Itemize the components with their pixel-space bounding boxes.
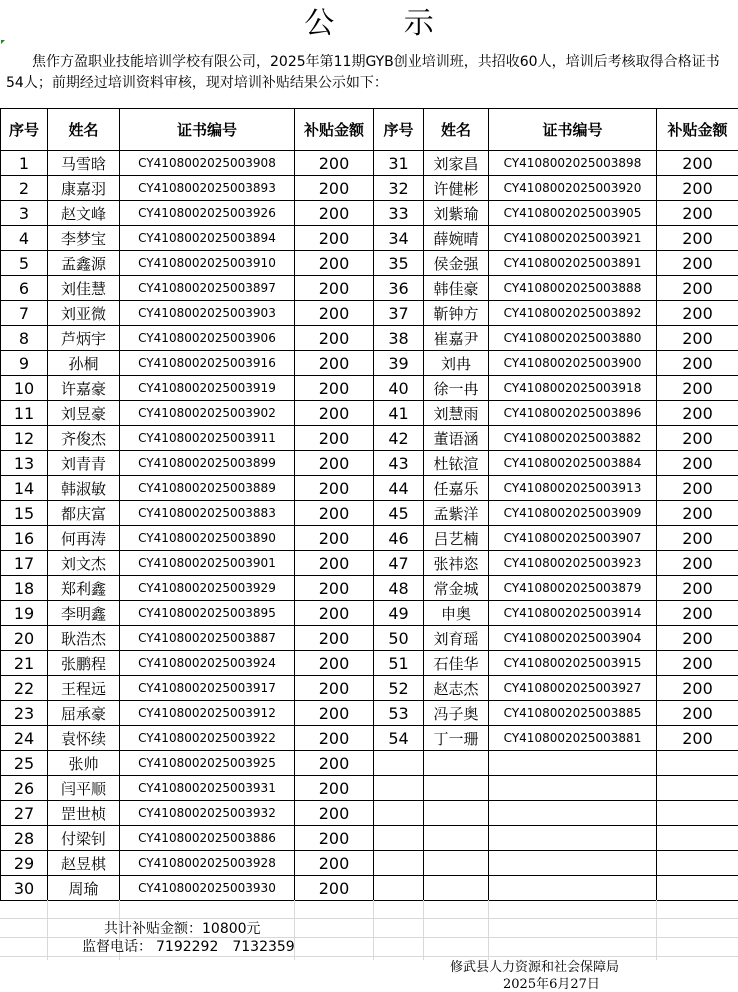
- left-name-cell: 刘文杰: [48, 551, 120, 576]
- left-cert-cell: CY4108002025003929: [120, 576, 295, 601]
- right-name-cell: 吕艺楠: [424, 526, 489, 551]
- left-amount-cell: 200: [295, 376, 374, 401]
- left-name-cell: 许嘉豪: [48, 376, 120, 401]
- table-row: [1, 876, 738, 901]
- table-row: [1, 451, 738, 476]
- left-no-cell: 24: [1, 726, 48, 751]
- right-no-cell: 43: [374, 451, 424, 476]
- left-name-cell: 李梦宝: [48, 226, 120, 251]
- right-amount-cell: [657, 826, 738, 851]
- right-cert-cell: CY4108002025003907: [489, 526, 657, 551]
- left-name-cell: 齐俊杰: [48, 426, 120, 451]
- right-amount-cell: [657, 751, 738, 776]
- right-amount-cell: [657, 851, 738, 876]
- left-cert-cell: CY4108002025003887: [120, 626, 295, 651]
- right-cert-cell: CY4108002025003881: [489, 726, 657, 751]
- right-amount-cell: 200: [657, 501, 738, 526]
- left-no-cell: 11: [1, 401, 48, 426]
- table-row: [1, 751, 738, 776]
- right-cert-cell: CY4108002025003921: [489, 226, 657, 251]
- right-amount-cell: 200: [657, 226, 738, 251]
- table-row: [1, 701, 738, 726]
- left-cert-cell: CY4108002025003895: [120, 601, 295, 626]
- right-no-cell: 35: [374, 251, 424, 276]
- table-row: [1, 801, 738, 826]
- left-no-cell: 8: [1, 326, 48, 351]
- intro-paragraph: 焦作方盈职业技能培训学校有限公司，2025年第11期GYB创业培训班，共招收60人，培训后考核取得合格证书54人；前期经过培训资料审核，现对培训补贴结果公示如下：: [6, 52, 736, 94]
- right-no-cell: 53: [374, 701, 424, 726]
- table-row: [1, 351, 738, 376]
- left-no-cell: 23: [1, 701, 48, 726]
- right-no-cell: [374, 876, 424, 901]
- right-cert-cell: [489, 776, 657, 801]
- right-cert-cell: CY4108002025003892: [489, 301, 657, 326]
- left-cert-cell: CY4108002025003899: [120, 451, 295, 476]
- left-name-cell: 刘青青: [48, 451, 120, 476]
- right-no-cell: [374, 776, 424, 801]
- left-name-cell: 孙桐: [48, 351, 120, 376]
- left-cert-cell: CY4108002025003930: [120, 876, 295, 901]
- right-amount-cell: 200: [657, 326, 738, 351]
- left-cert-cell: CY4108002025003911: [120, 426, 295, 451]
- header-cert-left: 证书编号: [120, 109, 295, 151]
- right-amount-cell: 200: [657, 576, 738, 601]
- left-no-cell: 7: [1, 301, 48, 326]
- left-no-cell: 15: [1, 501, 48, 526]
- left-no-cell: 6: [1, 276, 48, 301]
- right-name-cell: [424, 801, 489, 826]
- right-amount-cell: [657, 801, 738, 826]
- table-row: [1, 651, 738, 676]
- right-amount-cell: 200: [657, 276, 738, 301]
- phone-number-1: 7192292: [156, 939, 218, 955]
- left-amount-cell: 200: [295, 401, 374, 426]
- left-cert-cell: CY4108002025003922: [120, 726, 295, 751]
- left-no-cell: 30: [1, 876, 48, 901]
- left-no-cell: 5: [1, 251, 48, 276]
- right-cert-cell: CY4108002025003885: [489, 701, 657, 726]
- right-no-cell: [374, 751, 424, 776]
- left-no-cell: 13: [1, 451, 48, 476]
- table-row: [1, 276, 738, 301]
- right-amount-cell: 200: [657, 676, 738, 701]
- table-row: [1, 426, 738, 451]
- right-name-cell: 申奥: [424, 601, 489, 626]
- page-title: 公 示: [0, 4, 738, 44]
- left-name-cell: 都庆富: [48, 501, 120, 526]
- table-row: [1, 401, 738, 426]
- right-cert-cell: CY4108002025003898: [489, 151, 657, 176]
- table-row: [1, 526, 738, 551]
- left-amount-cell: 200: [295, 526, 374, 551]
- right-name-cell: 赵志杰: [424, 676, 489, 701]
- header-no-left: 序号: [1, 109, 48, 151]
- right-cert-cell: CY4108002025003888: [489, 276, 657, 301]
- left-no-cell: 14: [1, 476, 48, 501]
- right-name-cell: 徐一冉: [424, 376, 489, 401]
- left-name-cell: 刘昱豪: [48, 401, 120, 426]
- left-cert-cell: CY4108002025003908: [120, 151, 295, 176]
- left-amount-cell: 200: [295, 801, 374, 826]
- header-amount-right: 补贴金额: [657, 109, 738, 151]
- table-row: [1, 151, 738, 176]
- left-name-cell: 康嘉羽: [48, 176, 120, 201]
- table-row: [1, 576, 738, 601]
- right-no-cell: 54: [374, 726, 424, 751]
- left-amount-cell: 200: [295, 776, 374, 801]
- left-amount-cell: 200: [295, 626, 374, 651]
- left-amount-cell: 200: [295, 351, 374, 376]
- table-row: [1, 201, 738, 226]
- left-cert-cell: CY4108002025003886: [120, 826, 295, 851]
- right-name-cell: 张祎恣: [424, 551, 489, 576]
- total-amount: 共计补贴金额：10800元: [104, 918, 261, 938]
- right-cert-cell: CY4108002025003909: [489, 501, 657, 526]
- left-cert-cell: CY4108002025003897: [120, 276, 295, 301]
- subsidy-table: [0, 108, 738, 901]
- left-amount-cell: 200: [295, 301, 374, 326]
- left-amount-cell: 200: [295, 701, 374, 726]
- right-name-cell: 冯子奥: [424, 701, 489, 726]
- table-body: [1, 151, 738, 901]
- right-amount-cell: 200: [657, 651, 738, 676]
- right-name-cell: 杜铱渲: [424, 451, 489, 476]
- right-name-cell: [424, 751, 489, 776]
- left-name-cell: 张帅: [48, 751, 120, 776]
- left-cert-cell: CY4108002025003902: [120, 401, 295, 426]
- left-cert-cell: CY4108002025003912: [120, 701, 295, 726]
- right-name-cell: 丁一珊: [424, 726, 489, 751]
- right-no-cell: 46: [374, 526, 424, 551]
- right-amount-cell: 200: [657, 176, 738, 201]
- table-row: [1, 676, 738, 701]
- left-no-cell: 12: [1, 426, 48, 451]
- right-cert-cell: CY4108002025003913: [489, 476, 657, 501]
- left-no-cell: 10: [1, 376, 48, 401]
- right-amount-cell: 200: [657, 251, 738, 276]
- right-name-cell: 常金城: [424, 576, 489, 601]
- left-name-cell: 刘亚微: [48, 301, 120, 326]
- right-cert-cell: [489, 801, 657, 826]
- left-cert-cell: CY4108002025003910: [120, 251, 295, 276]
- left-amount-cell: 200: [295, 726, 374, 751]
- left-amount-cell: 200: [295, 501, 374, 526]
- left-no-cell: 1: [1, 151, 48, 176]
- right-name-cell: 侯金强: [424, 251, 489, 276]
- right-cert-cell: CY4108002025003914: [489, 601, 657, 626]
- left-no-cell: 20: [1, 626, 48, 651]
- left-amount-cell: 200: [295, 476, 374, 501]
- right-name-cell: 刘育瑶: [424, 626, 489, 651]
- right-no-cell: [374, 801, 424, 826]
- header-name-right: 姓名: [424, 109, 489, 151]
- right-amount-cell: 200: [657, 726, 738, 751]
- left-cert-cell: CY4108002025003917: [120, 676, 295, 701]
- right-no-cell: 38: [374, 326, 424, 351]
- right-no-cell: 32: [374, 176, 424, 201]
- right-cert-cell: CY4108002025003900: [489, 351, 657, 376]
- left-name-cell: 张鹏程: [48, 651, 120, 676]
- left-name-cell: 耿浩杰: [48, 626, 120, 651]
- right-no-cell: 49: [374, 601, 424, 626]
- table-row: [1, 601, 738, 626]
- table-row: [1, 326, 738, 351]
- header-no-right: 序号: [374, 109, 424, 151]
- right-cert-cell: CY4108002025003896: [489, 401, 657, 426]
- right-cert-cell: CY4108002025003882: [489, 426, 657, 451]
- left-cert-cell: CY4108002025003919: [120, 376, 295, 401]
- left-amount-cell: 200: [295, 751, 374, 776]
- left-amount-cell: 200: [295, 226, 374, 251]
- table-row: [1, 176, 738, 201]
- right-name-cell: 石佳华: [424, 651, 489, 676]
- right-cert-cell: [489, 876, 657, 901]
- left-no-cell: 22: [1, 676, 48, 701]
- issuing-organization: 修武县人力资源和社会保障局: [450, 956, 619, 975]
- table-row: [1, 826, 738, 851]
- right-amount-cell: 200: [657, 701, 738, 726]
- right-cert-cell: [489, 751, 657, 776]
- left-name-cell: 马雪晗: [48, 151, 120, 176]
- right-name-cell: 孟紫洋: [424, 501, 489, 526]
- left-cert-cell: CY4108002025003924: [120, 651, 295, 676]
- left-cert-cell: CY4108002025003894: [120, 226, 295, 251]
- phone-number-2: 7132359: [232, 939, 294, 955]
- right-amount-cell: 200: [657, 301, 738, 326]
- left-no-cell: 29: [1, 851, 48, 876]
- right-amount-cell: 200: [657, 601, 738, 626]
- left-no-cell: 16: [1, 526, 48, 551]
- supervision-phone: [82, 936, 309, 956]
- left-name-cell: 罡世桢: [48, 801, 120, 826]
- right-no-cell: 44: [374, 476, 424, 501]
- right-amount-cell: 200: [657, 426, 738, 451]
- right-no-cell: 36: [374, 276, 424, 301]
- right-amount-cell: 200: [657, 401, 738, 426]
- table-row: [1, 501, 738, 526]
- right-cert-cell: CY4108002025003904: [489, 626, 657, 651]
- left-name-cell: 何再涛: [48, 526, 120, 551]
- right-amount-cell: 200: [657, 151, 738, 176]
- right-name-cell: 许健彬: [424, 176, 489, 201]
- left-amount-cell: 200: [295, 176, 374, 201]
- left-no-cell: 27: [1, 801, 48, 826]
- right-no-cell: [374, 851, 424, 876]
- left-no-cell: 19: [1, 601, 48, 626]
- right-no-cell: 42: [374, 426, 424, 451]
- right-amount-cell: 200: [657, 451, 738, 476]
- left-name-cell: 孟鑫源: [48, 251, 120, 276]
- left-amount-cell: 200: [295, 151, 374, 176]
- left-no-cell: 9: [1, 351, 48, 376]
- left-amount-cell: 200: [295, 676, 374, 701]
- left-name-cell: 芦炳宇: [48, 326, 120, 351]
- left-cert-cell: CY4108002025003883: [120, 501, 295, 526]
- right-no-cell: 47: [374, 551, 424, 576]
- right-no-cell: 52: [374, 676, 424, 701]
- left-name-cell: 屈承豪: [48, 701, 120, 726]
- left-amount-cell: 200: [295, 551, 374, 576]
- right-cert-cell: CY4108002025003923: [489, 551, 657, 576]
- table-row: [1, 301, 738, 326]
- right-amount-cell: 200: [657, 376, 738, 401]
- left-amount-cell: 200: [295, 276, 374, 301]
- right-amount-cell: 200: [657, 201, 738, 226]
- table-row: [1, 476, 738, 501]
- left-name-cell: 王程远: [48, 676, 120, 701]
- right-cert-cell: CY4108002025003915: [489, 651, 657, 676]
- right-no-cell: 39: [374, 351, 424, 376]
- right-name-cell: 董语涵: [424, 426, 489, 451]
- right-name-cell: 刘慧雨: [424, 401, 489, 426]
- issue-date: 2025年6月27日: [503, 973, 600, 992]
- left-cert-cell: CY4108002025003889: [120, 476, 295, 501]
- right-no-cell: [374, 826, 424, 851]
- left-cert-cell: CY4108002025003925: [120, 751, 295, 776]
- left-cert-cell: CY4108002025003893: [120, 176, 295, 201]
- phone-label: 监督电话：: [82, 939, 152, 955]
- right-cert-cell: CY4108002025003927: [489, 676, 657, 701]
- left-name-cell: 赵昱棋: [48, 851, 120, 876]
- left-name-cell: 韩淑敏: [48, 476, 120, 501]
- right-name-cell: 刘冉: [424, 351, 489, 376]
- header-name-left: 姓名: [48, 109, 120, 151]
- left-no-cell: 17: [1, 551, 48, 576]
- right-cert-cell: CY4108002025003905: [489, 201, 657, 226]
- left-no-cell: 28: [1, 826, 48, 851]
- right-cert-cell: [489, 851, 657, 876]
- left-no-cell: 2: [1, 176, 48, 201]
- left-name-cell: 周瑜: [48, 876, 120, 901]
- left-no-cell: 21: [1, 651, 48, 676]
- table-row: [1, 851, 738, 876]
- left-no-cell: 3: [1, 201, 48, 226]
- right-amount-cell: 200: [657, 526, 738, 551]
- left-cert-cell: CY4108002025003916: [120, 351, 295, 376]
- left-no-cell: 18: [1, 576, 48, 601]
- left-cert-cell: CY4108002025003932: [120, 801, 295, 826]
- left-cert-cell: CY4108002025003928: [120, 851, 295, 876]
- right-no-cell: 48: [374, 576, 424, 601]
- left-name-cell: 郑利鑫: [48, 576, 120, 601]
- right-amount-cell: 200: [657, 476, 738, 501]
- table-row: [1, 776, 738, 801]
- left-cert-cell: CY4108002025003926: [120, 201, 295, 226]
- left-cert-cell: CY4108002025003931: [120, 776, 295, 801]
- right-name-cell: 任嘉乐: [424, 476, 489, 501]
- left-name-cell: 李明鑫: [48, 601, 120, 626]
- table-row: [1, 251, 738, 276]
- right-cert-cell: CY4108002025003918: [489, 376, 657, 401]
- left-no-cell: 4: [1, 226, 48, 251]
- right-cert-cell: CY4108002025003879: [489, 576, 657, 601]
- right-name-cell: [424, 876, 489, 901]
- right-no-cell: 41: [374, 401, 424, 426]
- left-name-cell: 闫平顺: [48, 776, 120, 801]
- left-amount-cell: 200: [295, 201, 374, 226]
- left-cert-cell: CY4108002025003890: [120, 526, 295, 551]
- right-amount-cell: 200: [657, 551, 738, 576]
- right-cert-cell: CY4108002025003920: [489, 176, 657, 201]
- left-amount-cell: 200: [295, 876, 374, 901]
- right-name-cell: 薛婉晴: [424, 226, 489, 251]
- right-name-cell: [424, 826, 489, 851]
- left-cert-cell: CY4108002025003906: [120, 326, 295, 351]
- right-no-cell: 45: [374, 501, 424, 526]
- right-name-cell: [424, 776, 489, 801]
- header-amount-left: 补贴金额: [295, 109, 374, 151]
- right-no-cell: 33: [374, 201, 424, 226]
- left-amount-cell: 200: [295, 451, 374, 476]
- right-name-cell: 崔嘉尹: [424, 326, 489, 351]
- left-name-cell: 付梁钊: [48, 826, 120, 851]
- left-amount-cell: 200: [295, 851, 374, 876]
- right-name-cell: 靳钟方: [424, 301, 489, 326]
- right-no-cell: 31: [374, 151, 424, 176]
- left-no-cell: 26: [1, 776, 48, 801]
- left-amount-cell: 200: [295, 326, 374, 351]
- table-row: [1, 626, 738, 651]
- left-no-cell: 25: [1, 751, 48, 776]
- left-amount-cell: 200: [295, 426, 374, 451]
- right-name-cell: 刘家昌: [424, 151, 489, 176]
- header-cert-right: 证书编号: [489, 109, 657, 151]
- left-amount-cell: 200: [295, 651, 374, 676]
- left-name-cell: 刘佳慧: [48, 276, 120, 301]
- right-no-cell: 37: [374, 301, 424, 326]
- table-row: [1, 376, 738, 401]
- left-amount-cell: 200: [295, 601, 374, 626]
- right-no-cell: 34: [374, 226, 424, 251]
- left-name-cell: 袁怀续: [48, 726, 120, 751]
- left-amount-cell: 200: [295, 251, 374, 276]
- table-row: [1, 551, 738, 576]
- right-amount-cell: [657, 776, 738, 801]
- right-name-cell: 韩佳豪: [424, 276, 489, 301]
- right-amount-cell: 200: [657, 351, 738, 376]
- right-cert-cell: [489, 826, 657, 851]
- right-name-cell: 刘紫瑜: [424, 201, 489, 226]
- right-no-cell: 50: [374, 626, 424, 651]
- left-name-cell: 赵文峰: [48, 201, 120, 226]
- right-cert-cell: CY4108002025003880: [489, 326, 657, 351]
- cell-comment-marker: [1, 40, 5, 44]
- right-cert-cell: CY4108002025003884: [489, 451, 657, 476]
- table-header-row: [1, 109, 738, 151]
- left-amount-cell: 200: [295, 826, 374, 851]
- right-cert-cell: CY4108002025003891: [489, 251, 657, 276]
- right-name-cell: [424, 851, 489, 876]
- left-cert-cell: CY4108002025003903: [120, 301, 295, 326]
- table-row: [1, 726, 738, 751]
- right-amount-cell: [657, 876, 738, 901]
- right-no-cell: 40: [374, 376, 424, 401]
- left-amount-cell: 200: [295, 576, 374, 601]
- left-cert-cell: CY4108002025003901: [120, 551, 295, 576]
- right-no-cell: 51: [374, 651, 424, 676]
- table-row: [1, 226, 738, 251]
- right-amount-cell: 200: [657, 626, 738, 651]
